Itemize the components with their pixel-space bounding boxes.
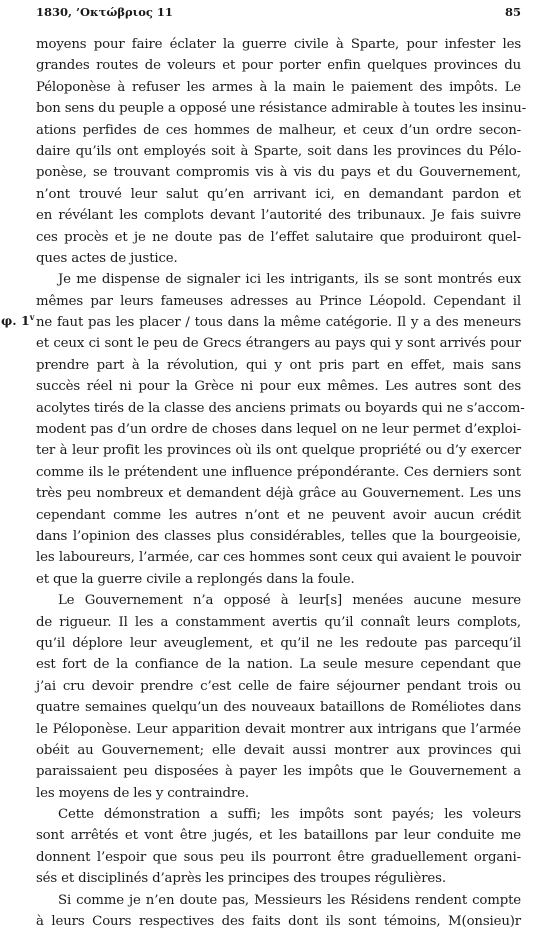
text-line: dans l’opinion des classes plus considérables, telles que la bourgeoisie,	[36, 528, 521, 544]
text-line: ponèse, se trouvant compromis vis à vis du pays et du Gouvernement,	[36, 165, 521, 181]
paragraph-start-line: Je me dispense de signaler ici les intrigants, ils se sont montrés eux	[58, 272, 521, 288]
text-line: paraissaient peu disposées à payer les impôts que le Gouvernement a	[36, 764, 521, 780]
folio-label: φ. 1	[1, 313, 30, 329]
text-line: et ceux ci sont le peu de Grecs étrangers au pays qui y sont arrivés pour	[36, 336, 521, 352]
text-line: ques actes de justice.	[36, 250, 178, 266]
text-line: modent pas d’un ordre de choses dans lequel on ne leur permet d’exploi-	[36, 422, 521, 438]
document-body	[36, 34, 527, 932]
text-line: cependant comme les autres n’ont et ne peuvent avoir aucun crédit	[36, 507, 521, 523]
text-line: n’ont trouvé leur salut qu’en arrivant ici, en demandant pardon et	[36, 186, 521, 202]
text-line: ces procès et je ne doute pas de l’effet salutaire que produiront quel-	[36, 229, 521, 245]
text-line: bon sens du peuple a opposé une résistance admirable à toutes les insinu-	[36, 101, 527, 117]
text-line: à leurs Cours respectives des faits dont ils sont témoins, M(onsieu)r	[36, 914, 521, 930]
text-line: succès réel ni pour la Grèce ni pour eux mêmes. Les autres sont des	[36, 379, 521, 395]
text-line: est fort de la confiance de la nation. La seule mesure cependant que	[36, 657, 521, 673]
text-line: très peu nombreux et demandent déjà grâce au Gouvernement. Les uns	[36, 486, 521, 502]
text-line: en révélant les complots devant l’autorité des tribunaux. Je fais suivre	[36, 208, 521, 224]
header-date: 1830, ’Οκτώβριος 11	[36, 5, 173, 19]
text-line: donnent l’espoir que sous peu ils pourront être graduellement organi-	[36, 849, 521, 865]
text-line: les laboureurs, l’armée, car ces hommes sont ceux qui avaient le pouvoir	[36, 550, 521, 566]
text-line: quatre semaines quelqu’un des nouveaux bataillons de Roméliotes dans	[36, 700, 521, 716]
text-line: sont arrêtés et vont être jugés, et les bataillons par leur conduite me	[36, 828, 521, 844]
folio-superscript: v	[29, 312, 35, 322]
paragraph-start-line: Cette démonstration a suffi; les impôts sont payés; les voleurs	[58, 807, 521, 823]
text-line: le Péloponèse. Leur apparition devait montrer aux intrigans que l’armée	[36, 721, 521, 737]
text-line: les moyens de les y contraindre.	[36, 785, 249, 801]
text-line: obéit au Gouvernement; elle devait aussi montrer aux provinces qui	[36, 742, 521, 758]
text-line: moyens pour faire éclater la guerre civile à Sparte, pour infester les	[36, 37, 521, 52]
text-line: ne faut pas les placer / tous dans la même catégorie. Il y a des meneurs	[36, 315, 521, 331]
text-line: et que la guerre civile a replongés dans la foule.	[36, 571, 355, 587]
running-header	[36, 5, 521, 23]
page-number: 85	[504, 5, 521, 19]
paragraph-start-line: Le Gouvernement n’a opposé à leur[s] menées aucune mesure	[58, 593, 521, 609]
text-line: Péloponèse à refuser les armes à la main le paiement des impôts. Le	[36, 79, 521, 95]
text-line: ations perfides de ces hommes de malheur, et ceux d’un ordre secon-	[36, 122, 521, 138]
folio-margin-note	[1, 312, 34, 328]
text-line: sés et disciplinés d’après les principes des troupes régulières.	[36, 871, 446, 887]
text-line: daire qu’ils ont employés soit à Sparte, soit dans les provinces du Pélo-	[36, 143, 521, 159]
text-line: de rigueur. Il les a constamment avertis qu’il connaît leurs complots,	[36, 614, 521, 630]
text-line: mêmes par leurs fameuses adresses au Prince Léopold. Cependant il	[36, 293, 521, 309]
text-line: ter à leur profit les provinces où ils ont quelque propriété ou d’y exercer	[36, 443, 521, 459]
text-line: j’ai cru devoir prendre c’est celle de faire séjourner pendant trois ou	[36, 678, 521, 694]
paragraph-start-line: Si comme je n’en doute pas, Messieurs les Résidens rendent compte	[58, 892, 521, 908]
text-line: grandes routes de voleurs et pour porter enfin quelques provinces du	[36, 58, 521, 74]
text-line: comme ils le prétendent une influence prépondérante. Ces derniers sont	[36, 464, 521, 480]
text-line: qu’il déplore leur aveuglement, et qu’il ne les redoute pas parcequ’il	[36, 635, 521, 651]
text-line: acolytes tirés de la classe des anciens primats ou boyards qui ne s’accom-	[36, 400, 525, 416]
text-line: prendre part à la révolution, qui y ont pris part en effet, mais sans	[36, 357, 521, 373]
